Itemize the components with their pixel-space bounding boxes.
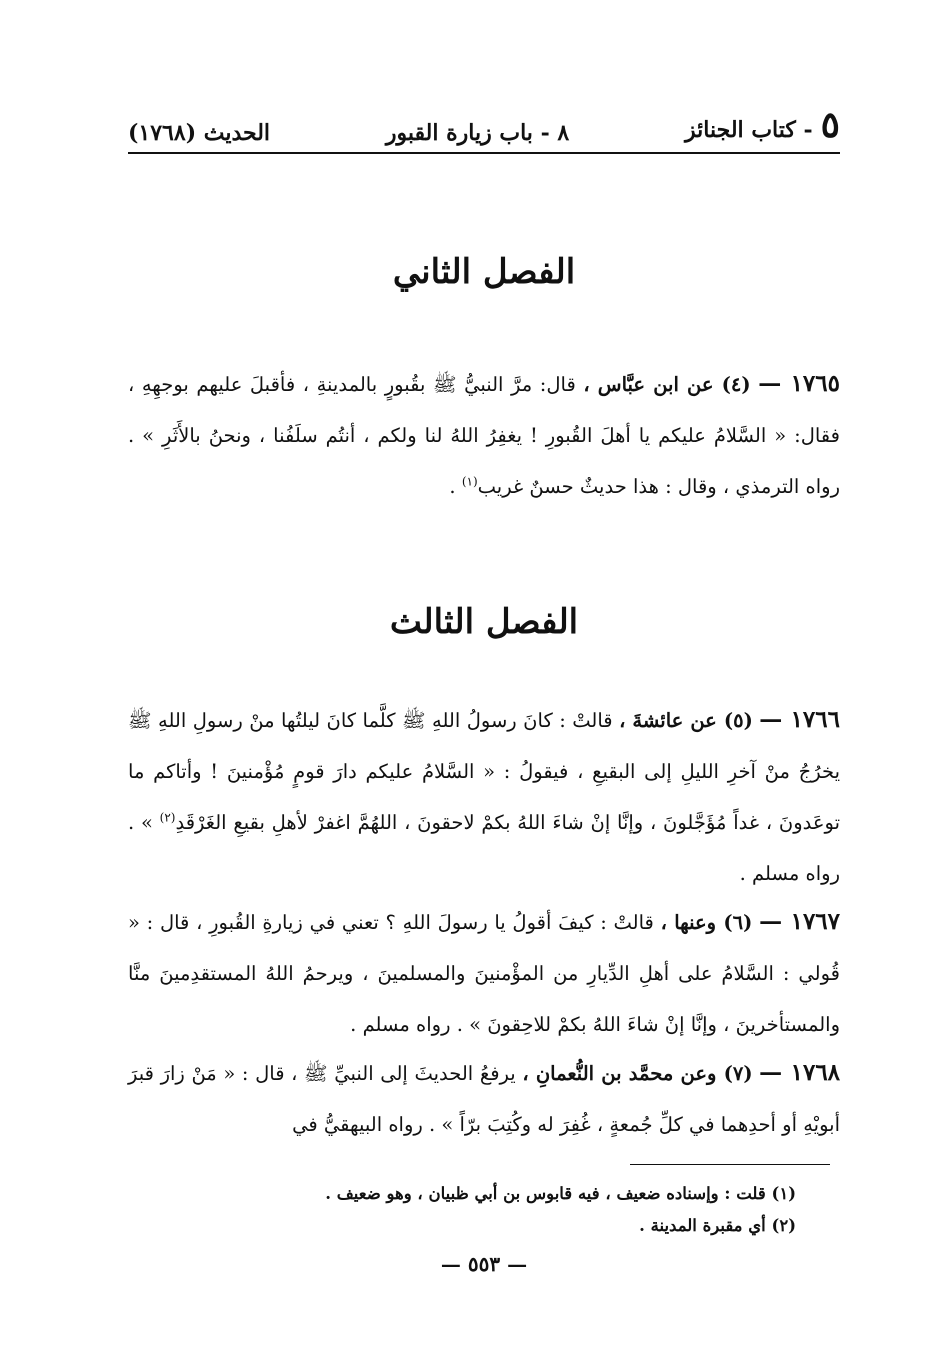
hadith-1765: ١٧٦٥ — (٤) عن ابن عبَّاس ، قال: مرَّ النبيُّ ﷺ بقُبورٍ بالمدينةِ ، فأقبلَ عليهم بوجهِهِ ، فقال: « السَّلامُ عليكم يا أهلَ القُبورِ ! يغفِرُ اللهُ لنا ولكم ، أنتُم سلَفُنا ، ونحنُ بالأَثَرِ » . رواه الترمذي ، وقال : هذا حديثٌ حسنٌ غريب$^{(١)}$ . [128,370,840,498]
hadith-1766 [128,694,840,899]
footnotes [128,1178,796,1242]
hadith-number: ١٧٦٨ — [759,1059,841,1086]
hadith-text: قالتْ : كيفَ أقولُ يا رسولَ اللهِ ؟ تعني في زيارةِ القُبورِ ، قال : « قُولي : السَّلامُ على أهلِ الدِّيارِ من المؤْمنينَ والمسلمينَ ، ويرحمُ اللهُ المستقدِمينَ منَّا والمستأخرينَ ، وإنَّا إنْ شاءَ اللهُ بكمْ للاحِقونَ » . رواه مسلم . [128,911,840,1036]
footnote-2: (٢) أي مقبرة المدينة . [639,1216,796,1235]
footnote-divider [630,1164,830,1165]
section-heading-second: الفصل الثاني [392,252,576,292]
chapter-title: - كتاب الجنائز [685,117,813,143]
hadith-number: ١٧٦٦ — [759,706,840,733]
hadith-range-label: الحديث (١٧٦٨) [128,120,271,146]
hadith-1768 [128,1047,840,1150]
footnote-1: (١) قلت : وإسناده ضعيف ، فيه قابوس بن أبي ظبيان ، وهو ضعيف . [325,1184,796,1203]
hadith-narrator: (٥) عن عائشةَ ، [619,709,753,732]
hadith-text: قالتْ : كانَ رسولُ اللهِ ﷺ كلَّما كانَ ليلتُها منْ رسولِ اللهِ ﷺ يخرُجُ منْ آخرِ الليلِ إلى البقيعِ ، فيقولُ : « السَّلامُ عليكم دارَ قومٍ مُؤْمنينَ ! وأتاكم ما توعَدونَ ، غداً مُؤَجَّلونَ ، وإنَّا إنْ شاءَ اللهُ بكمْ لاحقونَ ، اللهُمَّ اغفرْ لأهلِ بقيعِ الغَرْقَدِ [128,709,840,834]
section-heading-third: الفصل الثالث [389,602,579,642]
hadith-source: » . رواه مسلم . [128,811,840,885]
header-divider [128,152,840,154]
chapter-number: ٥ [820,104,840,146]
chapter-title-group [685,104,840,146]
hadith-narrator: (٦) وعنها ، [660,911,753,934]
hadith-1767 [128,896,840,1050]
footnote-ref: (٢) [159,810,176,825]
hadith-number: ١٧٦٧ — [759,908,841,935]
hadith-narrator: (٤) عن ابن عبَّاس ، [583,373,751,396]
hadith-number: ١٧٦٥ — [758,370,840,397]
hadith-text: قال: مرَّ النبيُّ ﷺ بقُبورٍ بالمدينةِ ، فأقبلَ عليهم بوجهِهِ ، فقال: « السَّلامُ عليكم يا أهلَ القُبورِ ! يغفِرُ اللهُ لنا ولكم ، أنتُم سلَفُنا ، ونحنُ بالأَثَرِ » . رواه الترمذي ، وقال : هذا حديثٌ حسنٌ غريب [128,373,840,498]
running-header [128,100,840,146]
section-title: ٨ - باب زيارة القبور [385,120,570,146]
hadith-text: يرفعُ الحديثَ إلى النبيِّ ﷺ ، قال : « مَنْ زارَ قبرَ أبويْهِ أو أحدِهما في كلِّ جُمعةٍ ، غُفِرَ له وكُتِبَ برّاً » . رواه البيهقيُّ في [128,1062,840,1136]
hadith-narrator: (٧) وعن محمَّد بن النُّعمانِ ، [522,1062,753,1085]
footnote-ref: (١) [461,474,478,489]
page-number: — ٥٥٣ — [440,1252,528,1276]
